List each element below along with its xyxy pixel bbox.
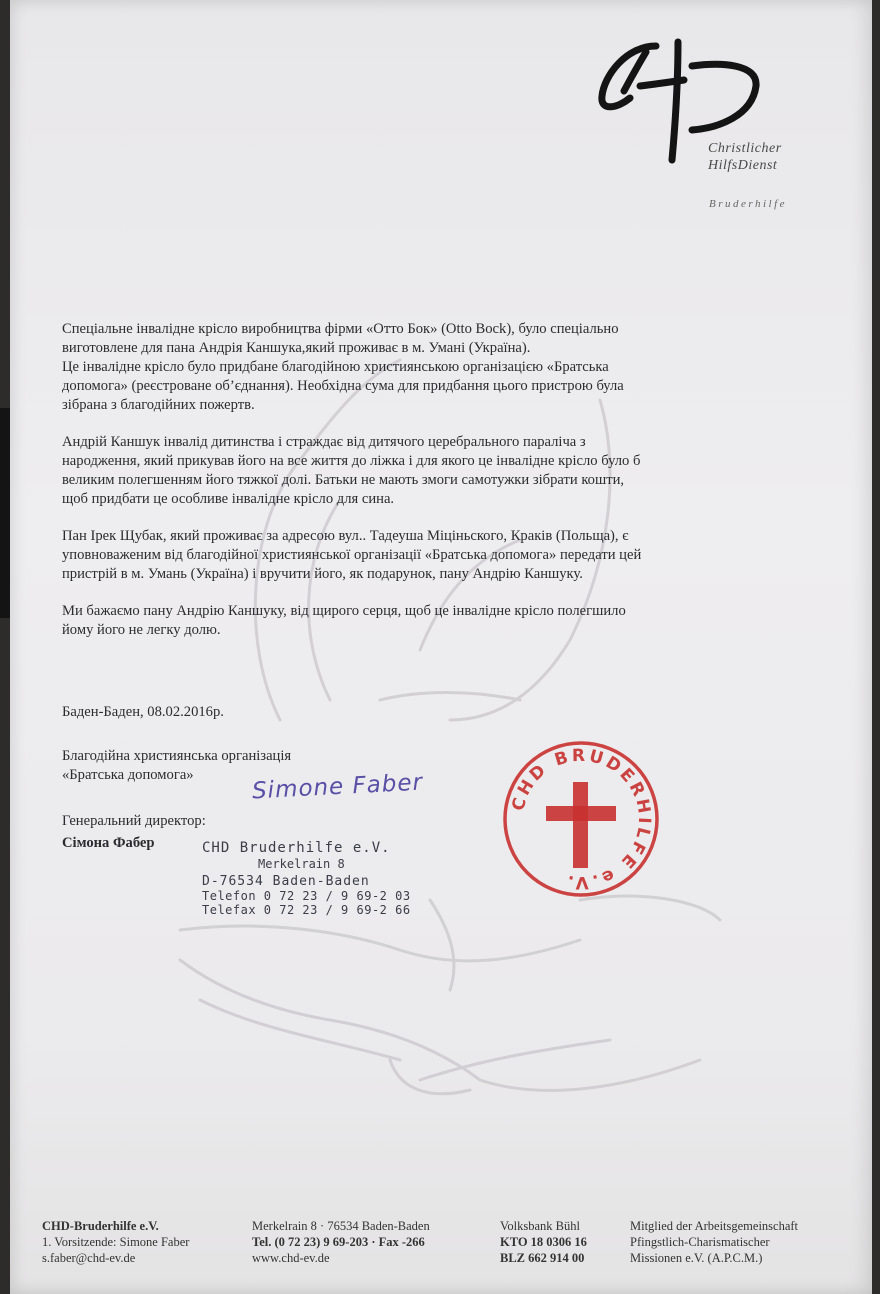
footer-member-line-1: Mitglied der Arbeitsgemeinschaft (630, 1219, 799, 1233)
footer-address (252, 1218, 430, 1266)
text-line: щоб придбати це особливе інвалідне крісло для сина. (62, 491, 395, 507)
org-name-line-2: «Братська допомога» (62, 767, 194, 783)
footer-email: s.faber@chd-ev.de (42, 1251, 136, 1265)
footer-street: Merkelrain 8 · 76534 Baden-Baden (252, 1219, 430, 1233)
footer-phone: Tel. (0 72 23) 9 69-203 · Fax -266 (252, 1235, 425, 1249)
text-line: Пан Ірек Щубак, який проживає за адресою вул.. Тадеуша Міціньского, Краків (Польща), є (62, 528, 629, 544)
org-name-line-1: Благодійна християнська організація (62, 748, 292, 764)
footer-bank (500, 1218, 587, 1266)
stamp-city: D-76534 Baden-Baden (202, 874, 370, 889)
footer-org-name: CHD-Bruderhilfe e.V. (42, 1219, 159, 1233)
director-name: Сімона Фабер (62, 835, 155, 851)
text-line: виготовлене для пана Андрія Каншука,який проживає в м. Умані (Україна). (62, 340, 531, 356)
logo-line-3: Bruderhilfe (709, 198, 788, 210)
paragraph-3 (62, 433, 782, 509)
paragraph-2 (62, 358, 782, 415)
dark-edge (0, 408, 10, 618)
text-line: пристрій в м. Умань (Україна) і вручити його, як подарунок, пану Андрію Каншуку. (62, 566, 583, 582)
stamp-phone: Telefon 0 72 23 / 9 69-2 03 (202, 889, 411, 903)
address-stamp (202, 840, 411, 917)
footer-bank-name: Volksbank Bühl (500, 1219, 580, 1233)
footer-chair: 1. Vorsitzende: Simone Faber (42, 1235, 190, 1249)
round-seal-stamp (500, 738, 662, 900)
text-line: Ми бажаємо пану Андрію Каншуку, від щирого серця, щоб це інвалідне крісло полегшило (62, 603, 626, 619)
text-line: зібрана з благодійних пожертв. (62, 397, 255, 413)
seal-text: CHD BRUDERHILFE e.V. (508, 745, 655, 893)
stamp-org: CHD Bruderhilfe e.V. (202, 840, 391, 856)
text-line: Спеціальне інвалідне крісло виробництва фірми «Отто Бок» (Otto Bock), було спеціально (62, 321, 619, 337)
letter-body (62, 320, 782, 658)
text-line: йому його не легку долю. (62, 622, 221, 638)
text-line: допомога» (реєстроване об’єднання). Необхідна сума для придбання цього пристрою була (62, 378, 624, 394)
footer-blz: BLZ 662 914 00 (500, 1251, 585, 1265)
footer-member-line-3: Missionen e.V. (A.P.C.M.) (630, 1251, 763, 1265)
stamp-street: Merkelrain 8 (258, 857, 345, 871)
footer-account: KTO 18 0306 16 (500, 1235, 587, 1249)
footer-org (42, 1218, 189, 1266)
stamp-fax: Telefax 0 72 23 / 9 69-2 66 (202, 903, 411, 917)
date-place: Баден-Баден, 08.02.2016р. (62, 704, 224, 720)
footer-membership (630, 1218, 798, 1266)
logo-line-1: Christlicher (708, 141, 782, 156)
text-line: Це інвалідне крісло було придбане благодійною християнською організацією «Братська (62, 359, 609, 375)
logo-line-2: HilfsDienst (708, 158, 778, 173)
text-line: Андрій Каншук інвалід дитинства і страждає від дитячого церебрального паралічa з (62, 434, 586, 450)
director-title: Генеральний директор: (62, 813, 206, 829)
handwritten-signature: Simone Faber (251, 769, 424, 805)
paragraph-4 (62, 527, 782, 584)
paragraph-1 (62, 320, 782, 358)
footer-member-line-2: Pfingstlich-Charismatischer (630, 1235, 770, 1249)
text-line: народження, який прикував його на все життя до ліжка і для якого це інвалідне крісло було б (62, 453, 641, 469)
footer-website: www.chd-ev.de (252, 1251, 330, 1265)
text-line: великим полегшенням його тяжкої долі. Батьки не мають змоги самотужки зібрати кошти, (62, 472, 625, 488)
paragraph-5 (62, 602, 782, 640)
text-line: уповноваженим від благодійної християнської організації «Братська допомога» передати цей (62, 547, 642, 563)
